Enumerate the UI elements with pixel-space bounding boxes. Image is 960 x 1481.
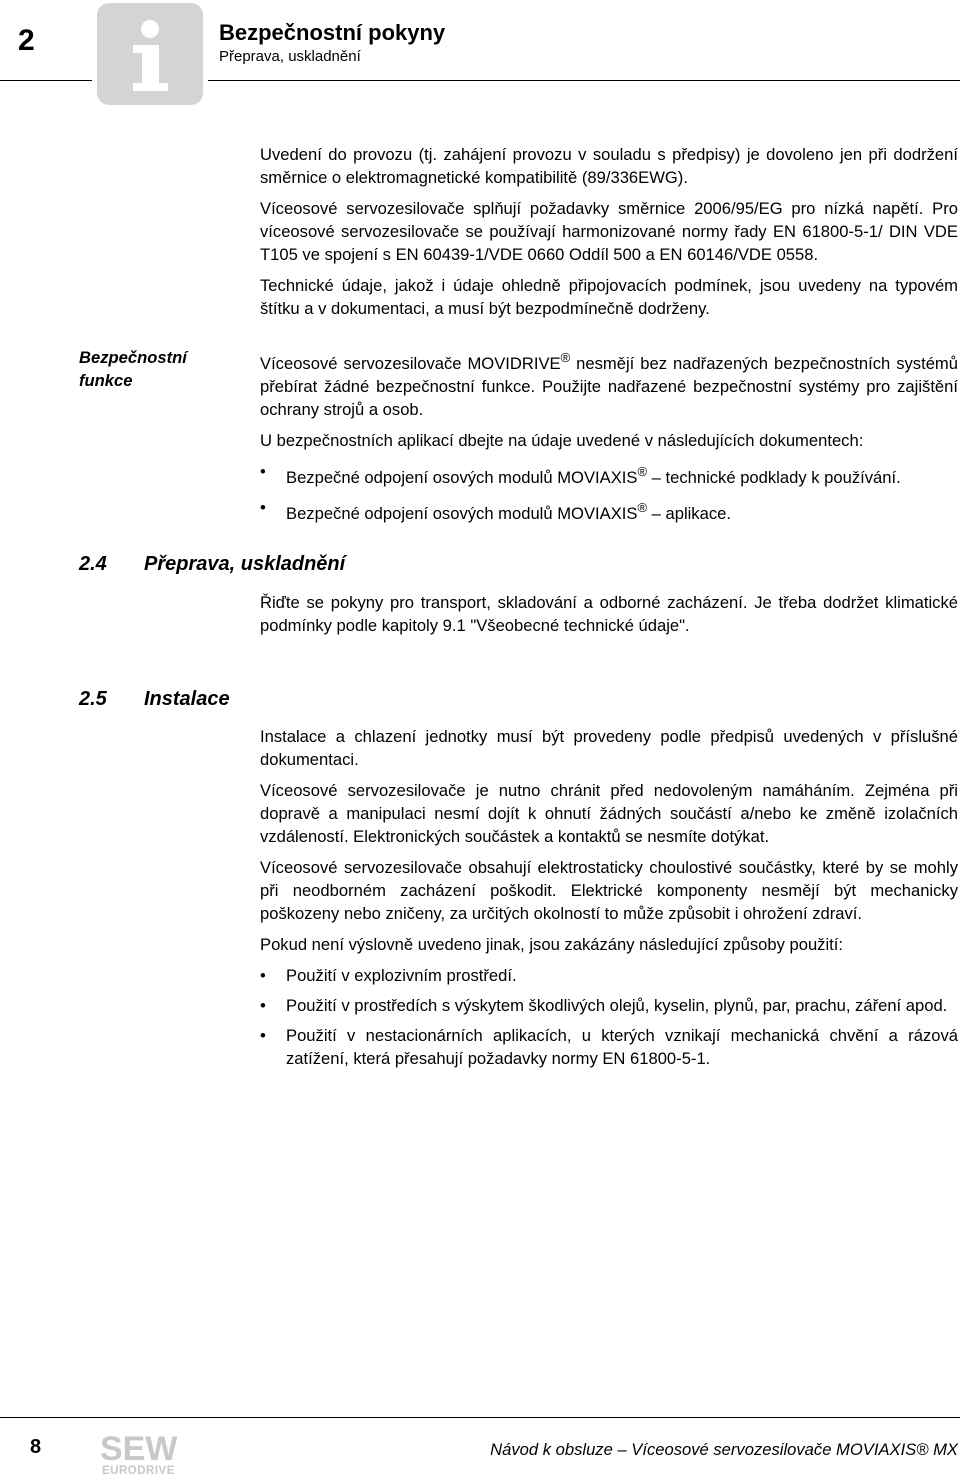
- registered-mark: ®: [560, 350, 571, 365]
- header-rule-right: [208, 80, 960, 81]
- intro-paragraph-1: Uvedení do provozu (tj. zahájení provozu v souladu s předpisy) je dovoleno jen při dodržení směrnice o elektromagnetické kompatibilitě (89/336EWG).: [260, 145, 958, 187]
- logo-subtext: EURODRIVE: [102, 1465, 175, 1476]
- bullet-icon: •: [260, 996, 266, 1015]
- page-subtitle: Přeprava, uskladnění: [219, 48, 361, 65]
- section-number: 2.4: [79, 553, 107, 575]
- section-title: Instalace: [144, 688, 230, 710]
- sew-eurodrive-logo: [98, 1430, 208, 1481]
- section-2-5-paragraph-1: Instalace a chlazení jednotky musí být provedeny podle předpisů uvedených v příslušné dokumentaci.: [260, 727, 958, 769]
- registered-mark: ®: [637, 464, 648, 479]
- list-item-text: Použití v nestacionárních aplikacích, u kterých vznikají mechanická chvění a rázová zatížení, která přesahují požadavky normy EN 61800-5-1.: [286, 1026, 958, 1068]
- footer-rule: [0, 1417, 960, 1418]
- intro-paragraph-2: Víceosové servozesilovače splňují požadavky směrnice 2006/95/EG pro nízká napětí. Pro víceosové servozesilovače se používají harmonizované normy řady EN 61800-5-1/ DIN VDE T105 ve spojení s EN 60439-1/VDE 0660 Oddíl 500 a EN 60146/VDE 0558.: [260, 199, 958, 264]
- safety-paragraph-2: U bezpečnostních aplikací dbejte na údaje uvedené v následujících dokumentech:: [260, 431, 864, 450]
- safety-label-line-2: funkce: [79, 371, 133, 390]
- logo-wordmark: SEW: [100, 1430, 178, 1468]
- section-2-4-body: [260, 591, 958, 645]
- safety-block: [260, 346, 958, 533]
- list-item-text: Použití v explozivním prostředí.: [286, 966, 517, 985]
- section-title: Přeprava, uskladnění: [144, 553, 346, 575]
- list-item: [260, 460, 958, 489]
- section-2-5-body: [260, 725, 958, 1078]
- safety-p1-text-b: nesmějí bez nadřazených bezpečnostních systémů přebírat žádné bezpečnostní funkce. Použijte nadřazené bezpečnostní systémy pro zajištění ochrany strojů a osob.: [260, 354, 958, 419]
- bullet-icon: •: [260, 462, 266, 481]
- chapter-number: 2: [18, 24, 35, 57]
- list-item: [260, 964, 958, 987]
- bullet-icon: •: [260, 966, 266, 985]
- section-heading-2-5: [79, 688, 230, 711]
- section-2-5-paragraph-4: Pokud není výslovně uvedeno jinak, jsou zakázány následující způsoby použití:: [260, 935, 843, 954]
- list-item-text: Bezpečné odpojení osových modulů MOVIAXIS: [286, 504, 638, 523]
- bullet-icon: •: [260, 498, 266, 517]
- safety-functions-label: [79, 346, 229, 392]
- list-item: [260, 496, 958, 525]
- list-item-text-suffix: – aplikace.: [647, 504, 731, 523]
- list-item: [260, 1024, 958, 1070]
- header-rule-left: [0, 80, 92, 81]
- registered-mark: ®: [637, 500, 648, 515]
- page-title: Bezpečnostní pokyny: [219, 20, 446, 45]
- list-item-text: Použití v prostředích s výskytem škodlivých olejů, kyselin, plynů, par, prachu, záření apod.: [286, 996, 948, 1015]
- bullet-icon: •: [260, 1026, 266, 1045]
- list-item: [260, 994, 958, 1017]
- safety-paragraph-1: [260, 346, 958, 421]
- section-heading-2-4: [79, 553, 345, 576]
- list-item-text-suffix: – technické podklady k používání.: [647, 468, 901, 487]
- intro-block: [260, 143, 958, 328]
- prohibited-uses-list: [260, 964, 958, 1070]
- safety-doc-list: [260, 460, 958, 525]
- list-item-text: Bezpečné odpojení osových modulů MOVIAXIS: [286, 468, 638, 487]
- section-2-4-paragraph: Řiďte se pokyny pro transport, skladování a odborné zacházení. Je třeba dodržet klimatické podmínky podle kapitoly 9.1 "Všeobecné technické údaje".: [260, 593, 958, 635]
- section-number: 2.5: [79, 688, 107, 710]
- safety-p1-text-a: Víceosové servozesilovače MOVIDRIVE: [260, 354, 561, 373]
- page-number: 8: [30, 1436, 42, 1458]
- safety-label-line-1: Bezpečnostní: [79, 348, 187, 367]
- footer-document-title: Návod k obsluze – Víceosové servozesilovače MOVIAXIS® MX: [490, 1440, 958, 1459]
- info-icon: [97, 3, 203, 105]
- section-2-5-paragraph-2: Víceosové servozesilovače je nutno chránit před nedovoleným namáháním. Zejména při dopravě a manipulaci nesmí dojít k ohnutí žádných součástí a/nebo ke změně izolačních vzdáleností. Elektronických součástek a kontaktů se nesmíte dotýkat.: [260, 781, 958, 846]
- section-2-5-paragraph-3: Víceosové servozesilovače obsahují elektrostaticky choulostivé součástky, které by se mohly při neodborném zacházení poškodit. Elektrické komponenty nesmějí být mechanicky poškozeny nebo zničeny, za určitých okolností to může způsobit i ohrožení zdraví.: [260, 858, 958, 923]
- intro-paragraph-3: Technické údaje, jakož i údaje ohledně připojovacích podmínek, jsou uvedeny na typovém štítku a v dokumentaci, a musí být bezpodmínečně dodrženy.: [260, 276, 958, 318]
